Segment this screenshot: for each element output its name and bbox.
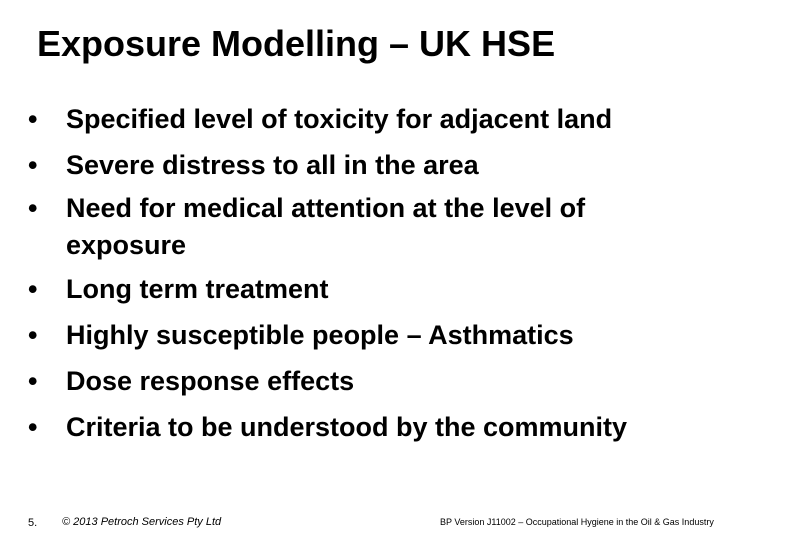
bullet-list [24, 98, 784, 452]
bullet-item [24, 360, 784, 402]
bullet-text: Criteria to be understood by the community [66, 412, 628, 442]
bullet-item [24, 314, 784, 356]
bullet-marker: • [28, 274, 38, 304]
page-number: 5. [28, 517, 38, 529]
course-info: BP Version J11002 – Occupational Hygiene in the Oil & Gas Industry [440, 517, 714, 527]
bullet-marker: • [28, 193, 38, 223]
bullet-marker: • [28, 150, 38, 180]
bullet-item [24, 268, 784, 310]
bullet-item [24, 190, 706, 264]
bullet-text: Severe distress to all in the area [66, 150, 479, 180]
bullet-item [24, 98, 784, 140]
slide-title: Exposure Modelling – UK HSE [37, 23, 556, 64]
bullet-text: Highly susceptible people – Asthmatics [66, 320, 574, 350]
bullet-marker: • [28, 366, 38, 396]
bullet-marker: • [28, 412, 38, 442]
bullet-text: Need for medical attention at the level of exposure [66, 193, 586, 260]
bullet-marker: • [28, 104, 38, 134]
bullet-marker: • [28, 320, 38, 350]
bullet-text: Long term treatment [66, 274, 329, 304]
bullet-text: Specified level of toxicity for adjacent land [66, 104, 613, 134]
copyright-notice: © 2013 Petroch Services Pty Ltd [62, 516, 222, 528]
bullet-item [24, 144, 784, 186]
slide-footer [0, 514, 810, 534]
bullet-text: Dose response effects [66, 366, 355, 396]
bullet-item [24, 406, 784, 448]
